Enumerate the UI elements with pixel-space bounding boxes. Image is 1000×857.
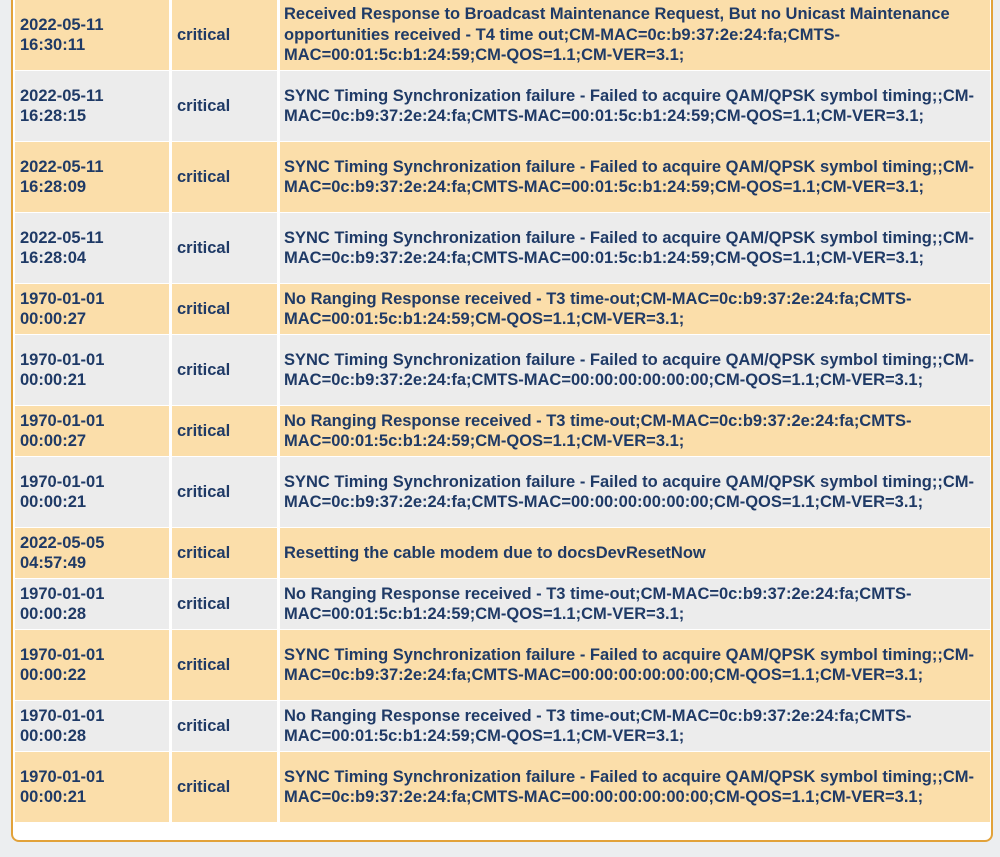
event-time: 1970-01-01 00:00:28 (15, 579, 169, 630)
event-log-panel (11, 0, 993, 842)
event-priority: critical (172, 213, 277, 284)
table-row (15, 284, 990, 335)
event-priority: critical (172, 284, 277, 335)
table-row (15, 213, 990, 284)
event-description: No Ranging Response received - T3 time-out;CM-MAC=0c:b9:37:2e:24:fa;CMTS-MAC=00:01:5c:b1:24:59;CM-QOS=1.1;CM-VER=3.1; (280, 406, 990, 457)
table-row (15, 0, 990, 71)
event-priority: critical (172, 335, 277, 406)
event-time: 1970-01-01 00:00:27 (15, 284, 169, 335)
table-row (15, 701, 990, 752)
event-time: 2022-05-11 16:28:04 (15, 213, 169, 284)
event-log-table (12, 0, 993, 823)
table-row (15, 335, 990, 406)
event-description: No Ranging Response received - T3 time-out;CM-MAC=0c:b9:37:2e:24:fa;CMTS-MAC=00:01:5c:b1:24:59;CM-QOS=1.1;CM-VER=3.1; (280, 284, 990, 335)
event-description: Resetting the cable modem due to docsDevResetNow (280, 528, 990, 579)
event-time: 1970-01-01 00:00:21 (15, 752, 169, 823)
event-priority: critical (172, 579, 277, 630)
event-priority: critical (172, 71, 277, 142)
event-time: 1970-01-01 00:00:27 (15, 406, 169, 457)
event-time: 1970-01-01 00:00:28 (15, 701, 169, 752)
event-priority: critical (172, 630, 277, 701)
event-priority: critical (172, 0, 277, 71)
event-time: 2022-05-11 16:30:11 (15, 0, 169, 71)
event-time: 1970-01-01 00:00:21 (15, 457, 169, 528)
table-row (15, 630, 990, 701)
event-time: 1970-01-01 00:00:22 (15, 630, 169, 701)
event-description: SYNC Timing Synchronization failure - Failed to acquire QAM/QPSK symbol timing;;CM-MAC=0c:b9:37:2e:24:fa;CMTS-MAC=00:01:5c:b1:24:59;CM-QOS=1.1;CM-VER=3.1; (280, 213, 990, 284)
table-row (15, 142, 990, 213)
event-description: SYNC Timing Synchronization failure - Failed to acquire QAM/QPSK symbol timing;;CM-MAC=0c:b9:37:2e:24:fa;CMTS-MAC=00:00:00:00:00:00;CM-QOS=1.1;CM-VER=3.1; (280, 457, 990, 528)
event-time: 2022-05-11 16:28:09 (15, 142, 169, 213)
table-row (15, 457, 990, 528)
table-row (15, 406, 990, 457)
event-description: No Ranging Response received - T3 time-out;CM-MAC=0c:b9:37:2e:24:fa;CMTS-MAC=00:01:5c:b1:24:59;CM-QOS=1.1;CM-VER=3.1; (280, 579, 990, 630)
table-row (15, 71, 990, 142)
event-description: No Ranging Response received - T3 time-out;CM-MAC=0c:b9:37:2e:24:fa;CMTS-MAC=00:01:5c:b1:24:59;CM-QOS=1.1;CM-VER=3.1; (280, 701, 990, 752)
event-time: 1970-01-01 00:00:21 (15, 335, 169, 406)
event-priority: critical (172, 142, 277, 213)
event-time: 2022-05-05 04:57:49 (15, 528, 169, 579)
event-description: SYNC Timing Synchronization failure - Failed to acquire QAM/QPSK symbol timing;;CM-MAC=0c:b9:37:2e:24:fa;CMTS-MAC=00:01:5c:b1:24:59;CM-QOS=1.1;CM-VER=3.1; (280, 71, 990, 142)
event-description: SYNC Timing Synchronization failure - Failed to acquire QAM/QPSK symbol timing;;CM-MAC=0c:b9:37:2e:24:fa;CMTS-MAC=00:00:00:00:00:00;CM-QOS=1.1;CM-VER=3.1; (280, 335, 990, 406)
table-row (15, 752, 990, 823)
event-description: SYNC Timing Synchronization failure - Failed to acquire QAM/QPSK symbol timing;;CM-MAC=0c:b9:37:2e:24:fa;CMTS-MAC=00:00:00:00:00:00;CM-QOS=1.1;CM-VER=3.1; (280, 752, 990, 823)
event-priority: critical (172, 457, 277, 528)
event-priority: critical (172, 752, 277, 823)
event-description: SYNC Timing Synchronization failure - Failed to acquire QAM/QPSK symbol timing;;CM-MAC=0c:b9:37:2e:24:fa;CMTS-MAC=00:00:00:00:00:00;CM-QOS=1.1;CM-VER=3.1; (280, 630, 990, 701)
table-row (15, 528, 990, 579)
event-description: SYNC Timing Synchronization failure - Failed to acquire QAM/QPSK symbol timing;;CM-MAC=0c:b9:37:2e:24:fa;CMTS-MAC=00:01:5c:b1:24:59;CM-QOS=1.1;CM-VER=3.1; (280, 142, 990, 213)
event-priority: critical (172, 528, 277, 579)
event-description: Received Response to Broadcast Maintenance Request, But no Unicast Maintenance opportunities received - T4 time out;CM-MAC=0c:b9:37:2e:24:fa;CMTS-MAC=00:01:5c:b1:24:59;CM-QOS=1.1;CM-VER=3.1; (280, 0, 990, 71)
table-row (15, 579, 990, 630)
event-time: 2022-05-11 16:28:15 (15, 71, 169, 142)
event-priority: critical (172, 406, 277, 457)
event-priority: critical (172, 701, 277, 752)
